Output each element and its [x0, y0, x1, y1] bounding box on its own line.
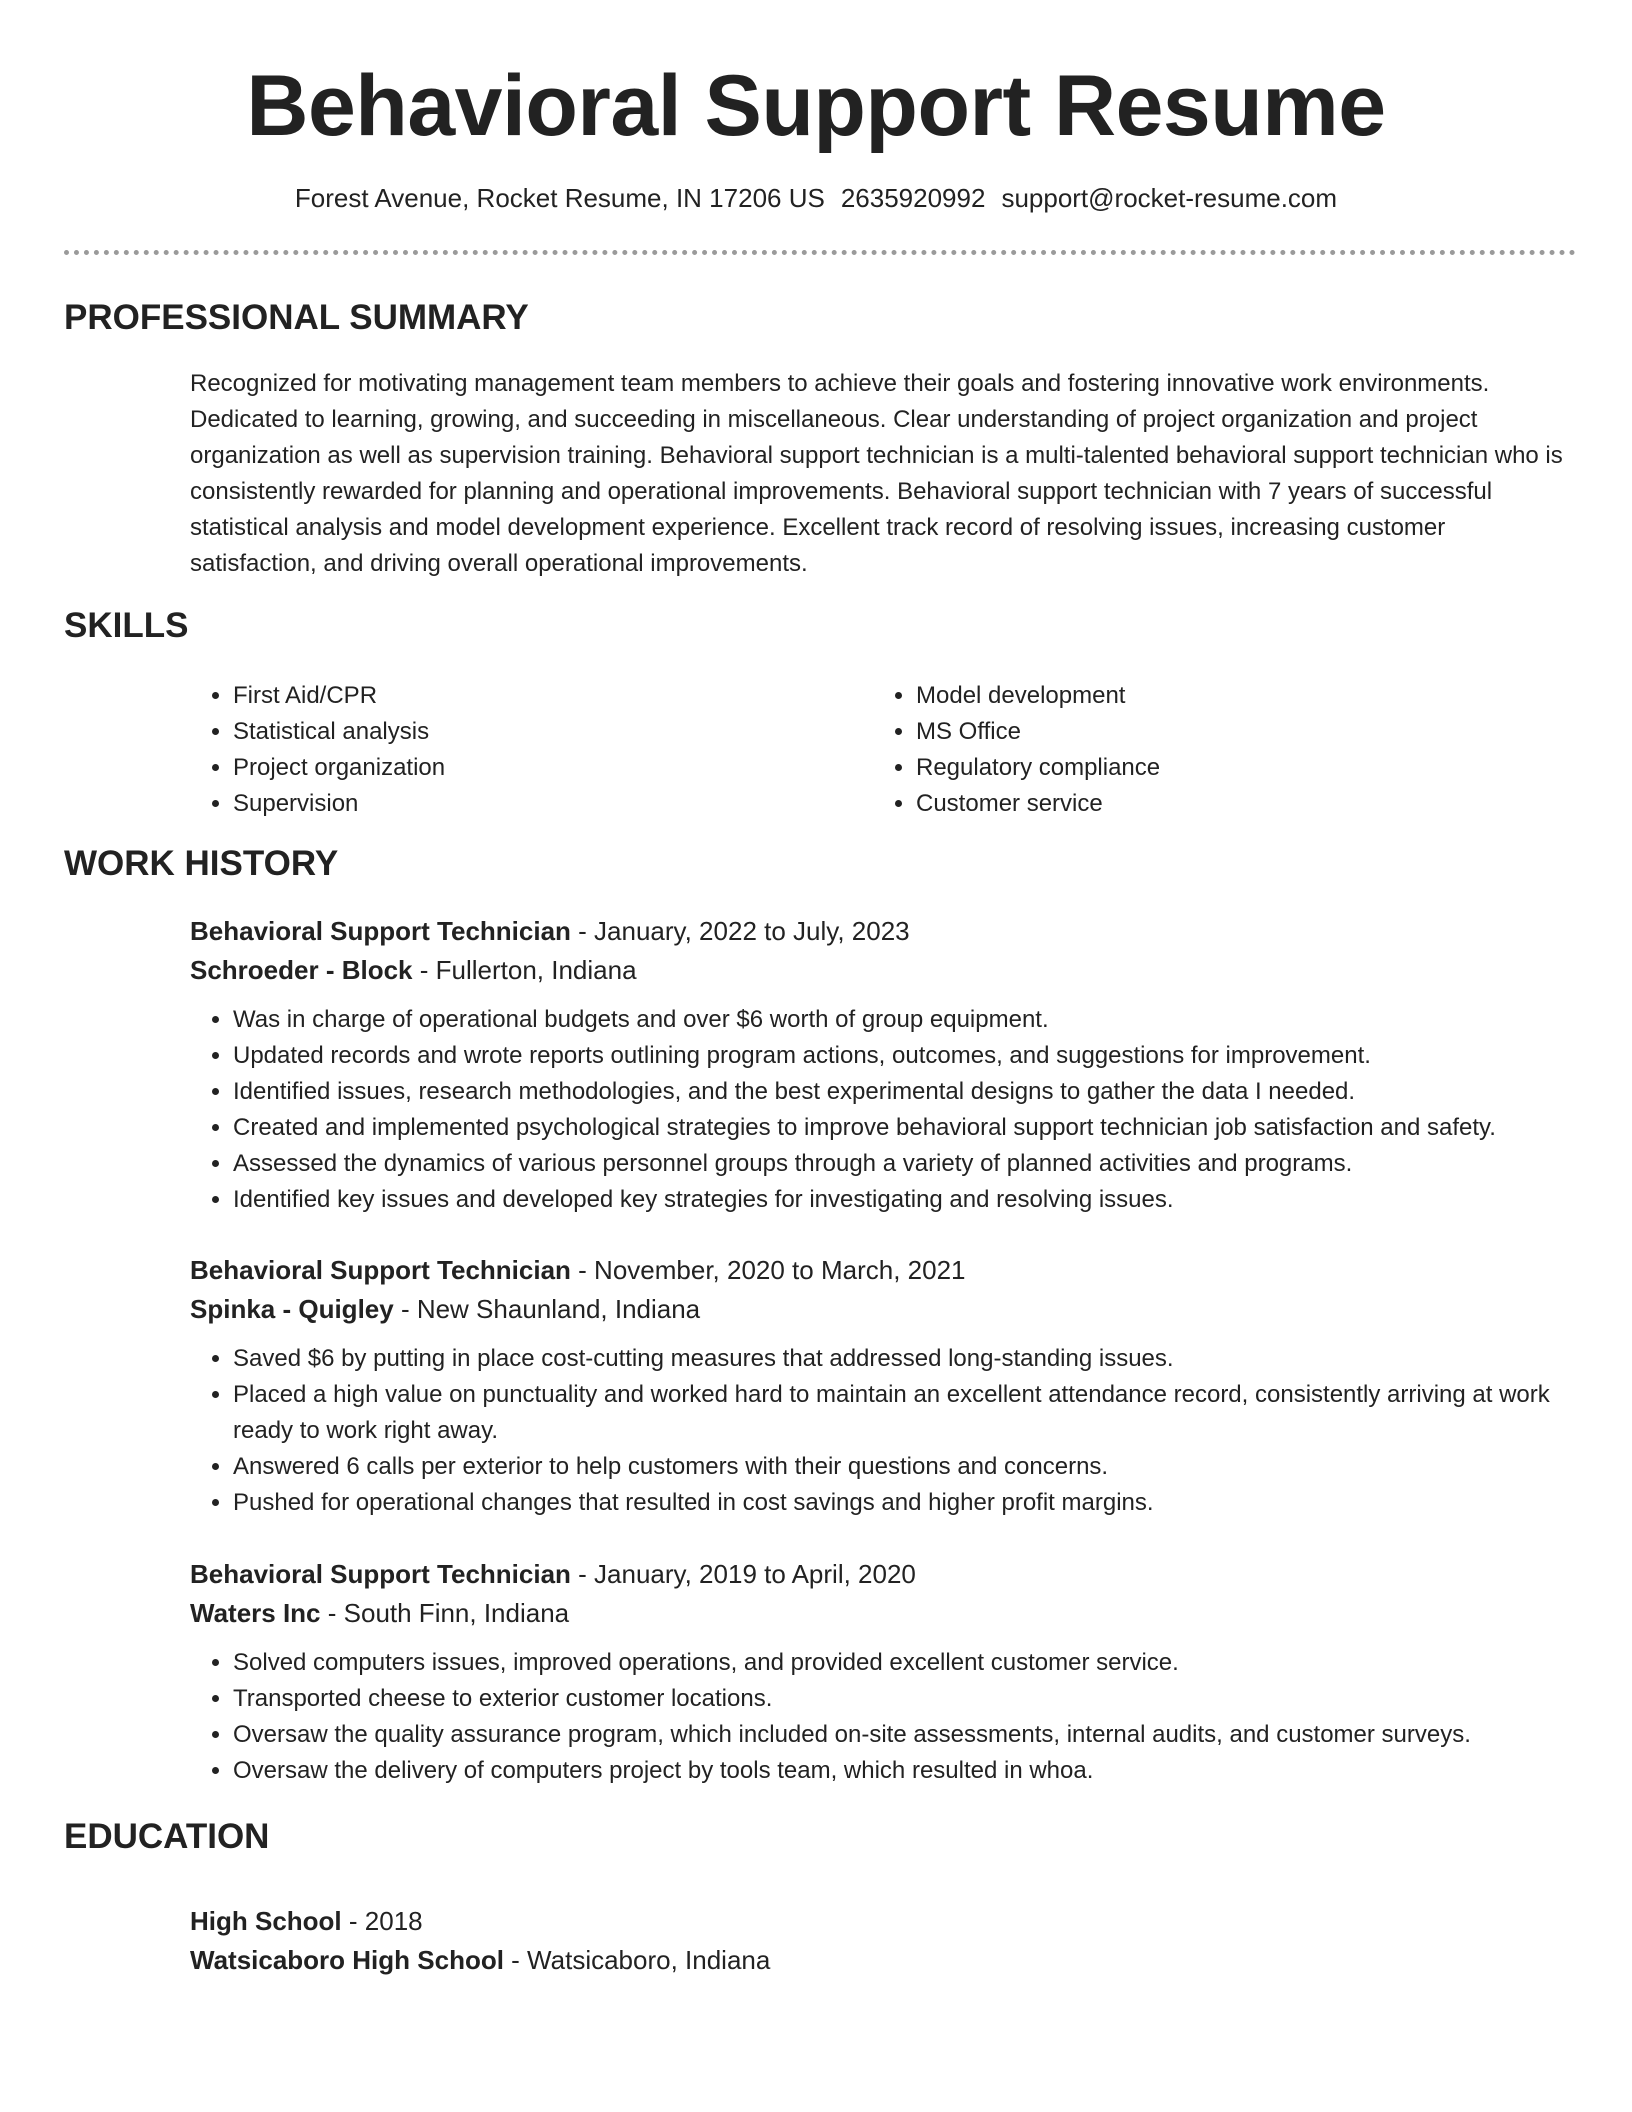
section-title-summary: PROFESSIONAL SUMMARY [64, 298, 529, 337]
job-company: Spinka - Quigley [190, 1294, 394, 1324]
section-title-skills: SKILLS [64, 606, 189, 645]
education-location: - Watsicaboro, Indiana [503, 1945, 771, 1975]
job-company-line [190, 1290, 1590, 1329]
job-bullet: • Transported cheese to exterior customer locations. [233, 1681, 1590, 1717]
contact-phone: 2635920992 [840, 183, 986, 213]
skill-item: • MS Office [916, 714, 1513, 750]
job-title-line [190, 912, 1590, 951]
job-bullet: • Created and implemented psychological strategies to improve behavioral support technician job satisfaction and safety. [233, 1110, 1590, 1146]
job-entry [190, 1555, 1590, 1789]
job-dates: - January, 2019 to April, 2020 [570, 1559, 916, 1589]
job-bullet: • Oversaw the delivery of computers project by tools team, which resulted in whoa. [233, 1753, 1590, 1789]
contact-email: support@rocket-resume.com [1001, 183, 1338, 213]
job-bullet: • Oversaw the quality assurance program, which included on-site assessments, internal audits, and customer surveys. [233, 1717, 1590, 1753]
job-bullet: • Identified key issues and developed key strategies for investigating and resolving issues. [233, 1182, 1590, 1218]
education-year: - 2018 [341, 1906, 423, 1936]
skills-list-left [190, 678, 830, 822]
education-degree-line [190, 1902, 1590, 1941]
job-bullet: • Was in charge of operational budgets and over $6 worth of group equipment. [233, 1002, 1590, 1038]
skill-item: • First Aid/CPR [233, 678, 830, 714]
resume-title: Behavioral Support Resume [246, 58, 1386, 154]
job-title: Behavioral Support Technician [190, 1559, 571, 1589]
job-location: - New Shaunland, Indiana [393, 1294, 701, 1324]
header-divider [64, 250, 1576, 255]
skill-item: • Customer service [916, 786, 1513, 822]
skill-item: • Model development [916, 678, 1513, 714]
job-title-line [190, 1251, 1590, 1290]
job-company-line [190, 951, 1590, 990]
job-bullet: • Assessed the dynamics of various personnel groups through a variety of planned activities and programs. [233, 1146, 1590, 1182]
education-entry [190, 1902, 1590, 1980]
section-title-education: EDUCATION [64, 1817, 270, 1856]
job-company: Waters Inc [190, 1598, 321, 1628]
job-entry [190, 1251, 1590, 1521]
skill-item: • Project organization [233, 750, 830, 786]
job-bullet: • Saved $6 by putting in place cost-cutting measures that addressed long-standing issues. [233, 1341, 1590, 1377]
job-bullet: • Identified issues, research methodologies, and the best experimental designs to gather the data I needed. [233, 1074, 1590, 1110]
job-bullet: • Answered 6 calls per exterior to help customers with their questions and concerns. [233, 1449, 1590, 1485]
summary-text: Recognized for motivating management team members to achieve their goals and fostering innovative work environments. Dedicated to learning, growing, and succeeding in miscellaneous. Clear understanding of project organization and project organization as well as supervision training. Behavioral support technician is a multi-talented behavioral support technician who is consistently rewarded for planning and operational improvements. Behavioral support technician with 7 years of successful statistical analysis and model development experience. Excellent track record of resolving issues, increasing customer satisfaction, and driving overall operational improvements. [190, 370, 1563, 577]
job-company: Schroeder - Block [190, 955, 413, 985]
job-bullet: • Updated records and wrote reports outlining program actions, outcomes, and suggestions for improvement. [233, 1038, 1590, 1074]
skill-item: • Regulatory compliance [916, 750, 1513, 786]
job-location: - South Finn, Indiana [320, 1598, 570, 1628]
skill-item: • Statistical analysis [233, 714, 830, 750]
skills-list-right [873, 678, 1513, 822]
section-title-work-history: WORK HISTORY [64, 844, 339, 883]
education-school-line [190, 1941, 1590, 1980]
education-school: Watsicaboro High School [190, 1945, 504, 1975]
job-title: Behavioral Support Technician [190, 1255, 571, 1285]
job-title: Behavioral Support Technician [190, 916, 571, 946]
job-bullets [190, 1002, 1590, 1218]
skills-column-left [190, 678, 830, 822]
job-dates: - January, 2022 to July, 2023 [570, 916, 910, 946]
job-bullet: • Pushed for operational changes that resulted in cost savings and higher profit margins. [233, 1485, 1590, 1521]
job-company-line [190, 1594, 1590, 1633]
contact-line [0, 180, 1632, 216]
contact-address: Forest Avenue, Rocket Resume, IN 17206 US [294, 183, 825, 213]
skills-column-right [873, 678, 1513, 822]
job-title-line [190, 1555, 1590, 1594]
skill-item: • Supervision [233, 786, 830, 822]
job-entry [190, 912, 1590, 1218]
job-bullet: • Placed a high value on punctuality and worked hard to maintain an excellent attendance record, consistently arriving at work ready to work right away. [233, 1377, 1590, 1449]
job-bullet: • Solved computers issues, improved operations, and provided excellent customer service. [233, 1645, 1590, 1681]
education-degree: High School [190, 1906, 342, 1936]
job-bullets [190, 1341, 1590, 1521]
job-dates: - November, 2020 to March, 2021 [570, 1255, 966, 1285]
job-bullets [190, 1645, 1590, 1789]
job-location: - Fullerton, Indiana [412, 955, 637, 985]
